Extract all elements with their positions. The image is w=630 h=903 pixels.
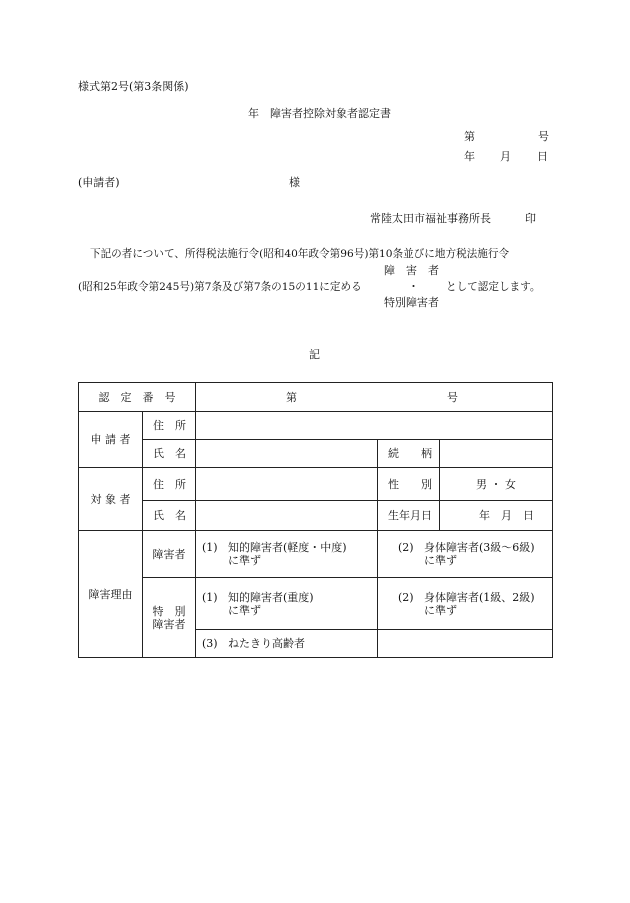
subject-name-label: 氏 名 — [143, 501, 196, 531]
table-row-disabled — [79, 531, 553, 578]
header-day: 日 — [537, 150, 548, 163]
choice-disabled: 障 害 者 — [384, 264, 439, 277]
choice-dot: ・ — [408, 280, 419, 293]
applicant-name-label: 氏 名 — [143, 440, 196, 468]
option-intellectual-severe[interactable] — [196, 578, 378, 630]
applicant-name-field[interactable] — [196, 440, 378, 468]
option-bedridden-elderly[interactable] — [196, 630, 378, 658]
option-s1-suffix: に準ず — [228, 603, 261, 617]
special-disabled-label — [143, 578, 196, 658]
option-d2-text: 身体障害者(3級～6級) — [424, 541, 535, 554]
cert-number-value[interactable] — [196, 383, 553, 412]
empty-cell — [378, 630, 553, 658]
issuer-name: 常陸太田市福祉事務所長 — [370, 212, 491, 225]
body-line2-start: (昭和25年政令第245号)第7条及び第7条の15の11に定める — [78, 281, 362, 293]
cert-dai: 第 — [286, 390, 297, 404]
cert-go: 号 — [447, 390, 458, 404]
option-s2-number: (2) — [398, 590, 414, 604]
header-month: 月 — [500, 150, 511, 163]
relation-field[interactable] — [440, 440, 553, 468]
subject-section-label: 対 象 者 — [79, 468, 143, 531]
table-row-subject-address — [79, 468, 553, 501]
option-d1-text: 知的障害者(軽度・中度) — [228, 541, 347, 554]
option-d1-number: (1) — [202, 541, 218, 554]
cert-number-label: 認 定 番 号 — [79, 383, 196, 412]
table-row-applicant-name — [79, 440, 553, 468]
page-title: 年 障害者控除対象者認定書 — [248, 107, 391, 120]
subject-name-field[interactable] — [196, 501, 378, 531]
option-d2-number: (2) — [398, 541, 414, 554]
option-intellectual-mild[interactable] — [196, 531, 378, 578]
disabled-label: 障害者 — [143, 531, 196, 578]
applicant-address-field[interactable] — [196, 412, 553, 440]
option-s1-number: (1) — [202, 590, 218, 604]
ki-heading: 記 — [309, 348, 320, 361]
relation-label: 続 柄 — [378, 440, 440, 468]
body-line1: 下記の者について、所得税法施行令(昭和40年政令第96号)第10条並びに地方税法施行令 — [90, 248, 510, 260]
applicant-address-label: 住 所 — [143, 412, 196, 440]
option-s2-suffix: に準ず — [424, 603, 457, 617]
dob-label: 生年月日 — [378, 501, 440, 531]
table-row-applicant-address — [79, 412, 553, 440]
applicant-section-label: 申 請 者 — [79, 412, 143, 468]
form-number: 様式第2号(第3条関係) — [78, 80, 189, 93]
table-row-subject-name — [79, 501, 553, 531]
table-row-special-disabled — [79, 578, 553, 630]
subject-address-field[interactable] — [196, 468, 378, 501]
applicant-honorific: 様 — [289, 176, 300, 189]
option-d2-suffix: に準ず — [424, 554, 457, 567]
option-d1-suffix: に準ず — [228, 554, 261, 567]
issuer-seal: 印 — [525, 212, 536, 225]
certification-table — [78, 382, 553, 658]
table-row-cert-number — [79, 383, 553, 412]
option-physical-3-6[interactable] — [378, 531, 553, 578]
option-s1-text: 知的障害者(重度) — [228, 590, 314, 604]
applicant-label: (申請者) — [78, 176, 120, 189]
header-dai: 第 — [464, 130, 475, 143]
option-s2-text: 身体障害者(1級、2級) — [424, 590, 535, 604]
header-go: 号 — [538, 130, 549, 143]
special-label-line2: 障害者 — [152, 617, 186, 631]
sex-label: 性 別 — [378, 468, 440, 501]
body-line2-end: として認定します。 — [446, 281, 541, 293]
header-year: 年 — [464, 150, 475, 163]
sex-value[interactable]: 男 ・ 女 — [440, 468, 553, 501]
dob-value[interactable]: 年 月 日 — [440, 501, 553, 531]
reason-label: 障害理由 — [79, 531, 143, 658]
option-s3-number: (3) — [202, 637, 218, 650]
subject-address-label: 住 所 — [143, 468, 196, 501]
special-label-line1: 特 別 — [152, 604, 186, 618]
choice-special-disabled: 特別障害者 — [384, 296, 439, 309]
option-physical-1-2[interactable] — [378, 578, 553, 630]
option-s3-text: ねたきり高齢者 — [228, 637, 305, 650]
